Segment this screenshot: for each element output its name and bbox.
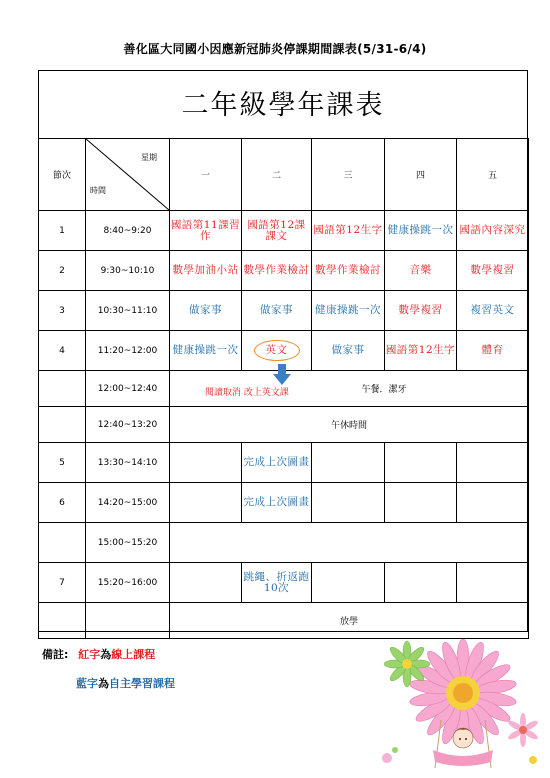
legend-prefix: 備註: [42, 648, 69, 661]
class-text: 完成上次圖畫 [243, 456, 310, 468]
class-cell-tue [242, 251, 312, 291]
class-cell-wed [312, 443, 385, 483]
period-cell [39, 371, 86, 407]
class-cell-wed [312, 211, 385, 251]
dismissal-cell: 放學 [170, 603, 529, 639]
period-cell: 1 [39, 211, 86, 251]
class-cell-fri [457, 563, 529, 603]
class-text: 音樂 [409, 264, 432, 276]
class-row [39, 291, 529, 331]
class-cell-thu [385, 331, 457, 371]
lunch-row [39, 371, 529, 407]
class-text: 健康操跳一次 [315, 304, 381, 316]
day-header-fri: 五 [457, 139, 529, 211]
class-cell-fri [457, 331, 529, 371]
class-cell-mon [170, 443, 242, 483]
class-cell-thu [385, 291, 457, 331]
header-row [39, 139, 529, 211]
class-cell-mon [170, 211, 242, 251]
nap-row [39, 407, 529, 443]
time-cell: 14:20~15:00 [86, 483, 170, 523]
legend-self-study [76, 675, 175, 691]
afternoon-row [39, 563, 529, 603]
class-cell-tue [242, 443, 312, 483]
class-text: 國語第11課習作 [170, 218, 241, 242]
class-text: 做家事 [189, 304, 222, 316]
day-header-mon: 一 [170, 139, 242, 211]
class-cell-wed [312, 483, 385, 523]
time-cell [86, 603, 170, 639]
day-header-wed: 三 [312, 139, 385, 211]
class-text: 數學加油小站 [172, 264, 239, 276]
class-text: 健康操跳一次 [172, 344, 239, 356]
class-text: 體育 [481, 344, 504, 356]
class-cell-tue [242, 291, 312, 331]
class-cell-mon [170, 331, 242, 371]
class-cell-wed [312, 563, 385, 603]
legend-blue-word: 藍字 [76, 677, 98, 690]
time-cell: 12:40~13:20 [86, 407, 170, 443]
class-cell-mon [170, 563, 242, 603]
afternoon-row [39, 443, 529, 483]
weekday-time-header [86, 139, 170, 211]
class-row [39, 211, 529, 251]
class-cell-mon [170, 483, 242, 523]
class-text: 做家事 [331, 344, 365, 356]
period-cell: 3 [39, 291, 86, 331]
time-cell: 15:20~16:00 [86, 563, 170, 603]
class-text: 完成上次圖畫 [243, 496, 310, 508]
class-cell-thu [385, 443, 457, 483]
class-text: 健康操跳一次 [387, 224, 454, 236]
class-cell-fri [457, 483, 529, 523]
schedule-table [38, 138, 529, 639]
break-cell [170, 523, 529, 563]
class-cell-wed [312, 291, 385, 331]
class-text: 做家事 [260, 304, 293, 316]
time-cell: 15:00~15:20 [86, 523, 170, 563]
class-text: 數學複習 [470, 264, 515, 276]
period-cell [39, 523, 86, 563]
class-cell-fri [457, 443, 529, 483]
legend-connector: 為 [100, 648, 112, 661]
class-text: 國語第12課課文 [247, 218, 306, 242]
circled-class-text: 英文 [254, 340, 300, 361]
class-text: 複習英文 [470, 304, 515, 316]
class-text: 數學複習 [398, 304, 443, 316]
class-cell-thu [385, 483, 457, 523]
day-header-thu: 四 [385, 139, 457, 211]
class-cell-mon [170, 291, 242, 331]
class-cell-tue [242, 211, 312, 251]
class-cell-fri [457, 211, 529, 251]
period-cell: 4 [39, 331, 86, 371]
period-cell: 7 [39, 563, 86, 603]
class-cell-fri [457, 291, 529, 331]
class-cell-thu [385, 211, 457, 251]
afternoon-row [39, 523, 529, 563]
change-note: 閱讀取消 改上英文課 [205, 388, 289, 398]
time-cell: 13:30~14:10 [86, 443, 170, 483]
table-title: 二年級學年課表 [181, 90, 385, 121]
afternoon-row [39, 483, 529, 523]
period-cell: 6 [39, 483, 86, 523]
period-cell [39, 407, 86, 443]
class-cell-tue [242, 483, 312, 523]
class-cell-mon [170, 251, 242, 291]
class-cell-thu [385, 251, 457, 291]
class-text: 國語第12生字 [313, 224, 383, 236]
period-cell: 5 [39, 443, 86, 483]
diagonal-line [86, 139, 169, 210]
time-cell: 11:20~12:00 [86, 331, 170, 371]
class-cell-thu [385, 563, 457, 603]
day-header-tue: 二 [242, 139, 312, 211]
class-text: 數學作業檢討 [243, 264, 310, 276]
class-text: 數學作業檢討 [315, 264, 381, 276]
class-text: 跳繩、折返跑10次 [243, 570, 310, 594]
class-cell-fri [457, 251, 529, 291]
legend-blue-desc: 自主學習課程 [109, 677, 175, 690]
class-cell-wed [312, 251, 385, 291]
document-title: 善化區大同國小因應新冠肺炎停課期間課表(5/31-6/4) [123, 42, 427, 56]
time-cell: 10:30~11:10 [86, 291, 170, 331]
time-cell: 12:00~12:40 [86, 371, 170, 407]
time-cell: 9:30~10:10 [86, 251, 170, 291]
legend-red-word: 紅字 [78, 648, 101, 661]
time-label: 時間 [90, 186, 106, 195]
legend-connector: 為 [98, 677, 109, 690]
legend-online [42, 646, 155, 662]
period-cell: 2 [39, 251, 86, 291]
class-text: 國語第12生字 [385, 344, 456, 356]
legend-red-desc: 線上課程 [111, 648, 156, 661]
time-cell: 8:40~9:20 [86, 211, 170, 251]
flower-girl-illustration [375, 638, 545, 773]
period-header: 節次 [39, 139, 86, 211]
class-text: 國語內容深究 [459, 224, 526, 236]
class-row [39, 331, 529, 371]
lunch-cell: 午餐．潔牙 [170, 371, 529, 407]
class-cell-tue [242, 563, 312, 603]
class-row [39, 251, 529, 291]
dismissal-row [39, 603, 529, 639]
period-cell [39, 603, 86, 639]
class-cell-tue [242, 331, 312, 371]
nap-cell: 午休時間 [170, 407, 529, 443]
class-cell-wed [312, 331, 385, 371]
weekday-label: 星期 [141, 153, 157, 162]
